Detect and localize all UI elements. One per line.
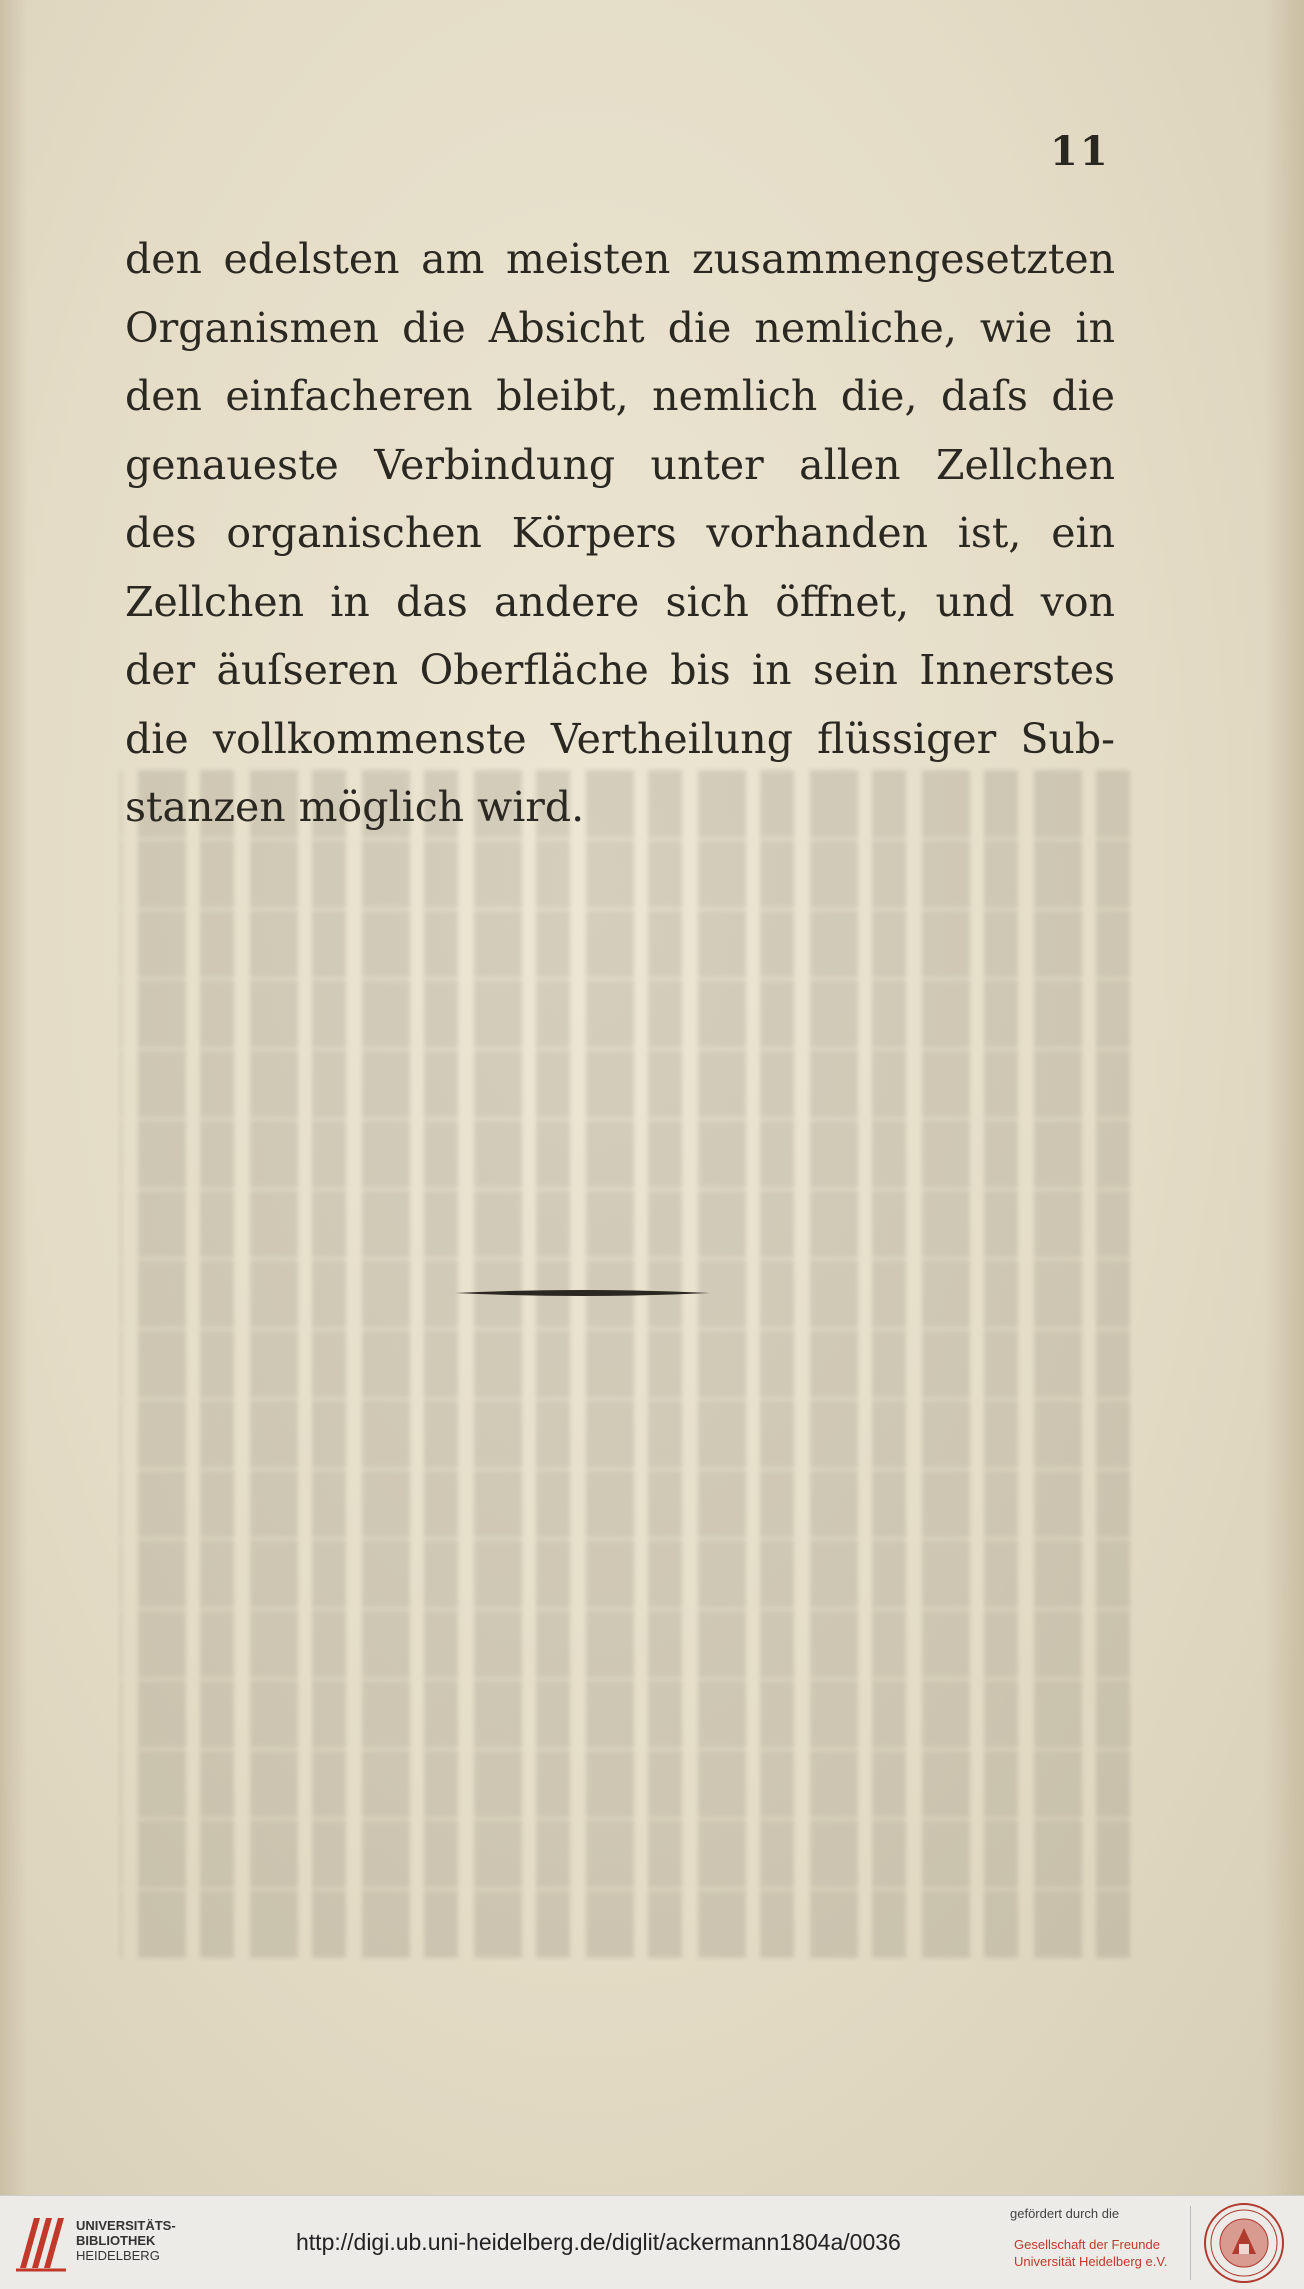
text-line: der äuſseren Oberfläche bis in sein Innerstes [125,646,1115,694]
university-seal-icon [1203,2202,1285,2284]
text-line: Zellchen in das andere sich öffnet, und von [125,577,1115,626]
library-name-line: UNIVERSITÄTS- [76,2218,176,2233]
viewer-footer [0,2195,1304,2289]
bleed-through-text [120,770,1130,1990]
library-name [76,2218,176,2263]
page-edge-shadow-left [0,0,28,2195]
permalink-url[interactable]: http://digi.ub.uni-heidelberg.de/diglit/ackermann1804a/0036 [296,2229,901,2255]
text-line: die vollkommenste Vertheilung flüssiger Sub- [125,714,1115,763]
library-name-line: HEIDELBERG [76,2248,160,2263]
sponsor-label: gefördert durch die [1010,2206,1120,2221]
library-name-line: BIBLIOTHEK [76,2233,156,2248]
page-number: 11 [1050,128,1110,175]
body-text [125,225,1115,842]
sponsor-name-line: Gesellschaft der Freunde [1014,2237,1160,2252]
university-library-logo-icon[interactable] [14,2210,68,2274]
text-line: stanzen möglich wird. [125,783,585,831]
text-line: genaueste Verbindung unter allen Zellchen [125,440,1115,489]
page-edge-shadow-right [1264,0,1304,2195]
text-line: den edelsten am meisten zusammengesetzten [125,235,1115,283]
text-line: Organismen die Absicht die nemliche, wie in [125,303,1115,352]
sponsor-name[interactable] [1014,2236,1167,2270]
footer-divider [1190,2206,1191,2280]
section-divider [455,1288,710,1298]
text-line: des organischen Körpers vorhanden ist, ein [125,509,1115,557]
text-line: den einfacheren bleibt, nemlich die, daſs die [125,372,1115,420]
sponsor-name-line: Universität Heidelberg e.V. [1014,2254,1168,2269]
